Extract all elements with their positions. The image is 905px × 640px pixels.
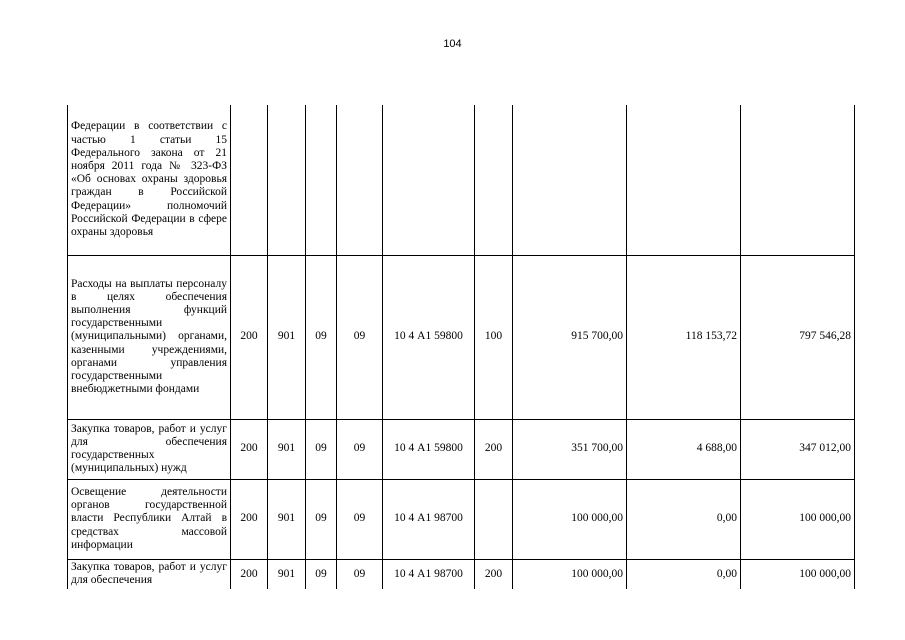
cell-amount-1: 915 700,00	[513, 255, 627, 419]
cell-amount-3	[741, 105, 855, 255]
cell-subsection: 09	[337, 479, 383, 559]
cell-amount-1: 100 000,00	[513, 479, 627, 559]
row-description: Освещение деятельности органов государственной власти Республики Алтай в средствах массовой информации	[68, 479, 231, 559]
cell-amount-2: 0,00	[627, 479, 741, 559]
cell-amount-2	[627, 105, 741, 255]
cell-target-article: 10 4 А1 98700	[383, 479, 475, 559]
cell-code-2	[268, 105, 306, 255]
row-description: Расходы на выплаты персоналу в целях обеспечения выполнения функций государственными (муниципальными) органами, казенными учреждениями, органами управления государственными внебюджетными фондами	[68, 255, 231, 419]
cell-amount-3: 100 000,00	[741, 559, 855, 589]
row-description: Закупка товаров, работ и услуг для обеспечения государственных (муниципальных) нужд	[68, 419, 231, 479]
cell-subsection: 09	[337, 559, 383, 589]
cell-amount-1: 100 000,00	[513, 559, 627, 589]
cell-target-article: 10 4 А1 98700	[383, 559, 475, 589]
table-row	[68, 479, 855, 559]
cell-expense-type	[475, 105, 513, 255]
cell-amount-3: 797 546,28	[741, 255, 855, 419]
cell-code-1: 200	[231, 559, 268, 589]
page-number: 104	[443, 38, 462, 50]
cell-code-2: 901	[268, 255, 306, 419]
table-row	[68, 559, 855, 589]
cell-section: 09	[306, 419, 337, 479]
cell-amount-2: 0,00	[627, 559, 741, 589]
cell-target-article: 10 4 А1 59800	[383, 419, 475, 479]
cell-code-2: 901	[268, 419, 306, 479]
cell-amount-2: 4 688,00	[627, 419, 741, 479]
cell-subsection	[337, 105, 383, 255]
cell-code-1: 200	[231, 419, 268, 479]
cell-code-2: 901	[268, 479, 306, 559]
cell-code-1: 200	[231, 255, 268, 419]
row-description: Закупка товаров, работ и услуг для обеспечения	[68, 559, 231, 589]
cell-section: 09	[306, 479, 337, 559]
cell-amount-3: 100 000,00	[741, 479, 855, 559]
table-row	[68, 105, 855, 255]
cell-section: 09	[306, 255, 337, 419]
cell-subsection: 09	[337, 255, 383, 419]
cell-code-2: 901	[268, 559, 306, 589]
cell-subsection: 09	[337, 419, 383, 479]
cell-section: 09	[306, 559, 337, 589]
cell-amount-1	[513, 105, 627, 255]
cell-amount-3: 347 012,00	[741, 419, 855, 479]
cell-target-article	[383, 105, 475, 255]
cell-code-1: 200	[231, 479, 268, 559]
cell-amount-2: 118 153,72	[627, 255, 741, 419]
table-row	[68, 419, 855, 479]
cell-expense-type: 200	[475, 559, 513, 589]
table-row	[68, 255, 855, 419]
cell-amount-1: 351 700,00	[513, 419, 627, 479]
row-description: Федерации в соответствии с частью 1 статьи 15 Федерального закона от 21 ноября 2011 года № 323-ФЗ «Об основах охраны здоровья граждан в Российской Федерации» полномочий Российской Федерации в сфере охраны здоровья	[68, 105, 231, 255]
budget-table	[67, 105, 855, 589]
cell-expense-type	[475, 479, 513, 559]
cell-section	[306, 105, 337, 255]
cell-expense-type: 200	[475, 419, 513, 479]
cell-expense-type: 100	[475, 255, 513, 419]
cell-code-1	[231, 105, 268, 255]
cell-target-article: 10 4 А1 59800	[383, 255, 475, 419]
